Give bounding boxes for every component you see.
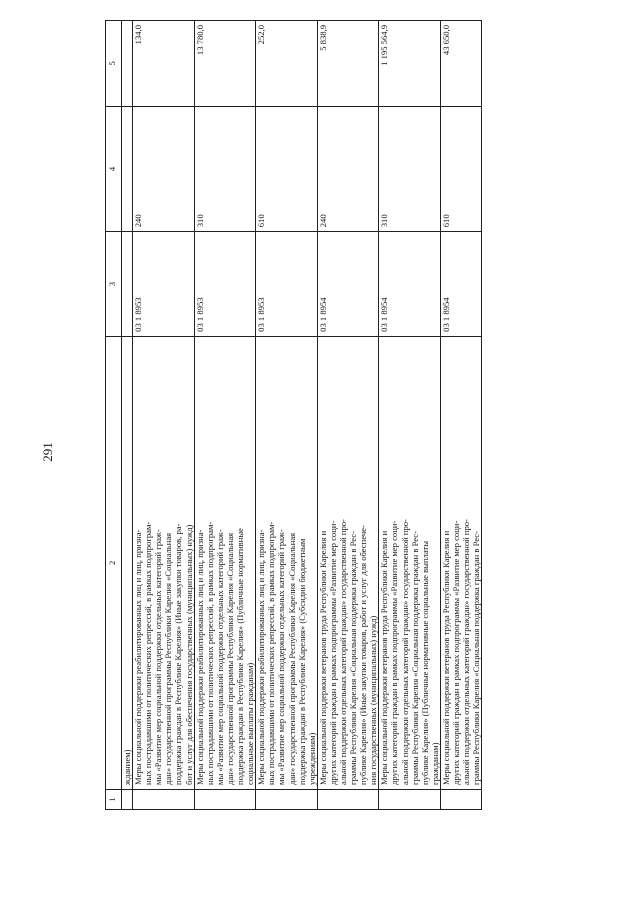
row-amount: 5 838,9 xyxy=(317,21,379,107)
row-type: 610 xyxy=(256,106,318,232)
row-name: Меры социальной поддержки ветеранов труда Республики Карелия и других категорий граждан в рамках подпрограммы «Развитие мер соци- альной поддержки отдельных категорий граждан» государственной про- граммы Республики Карелия «Социальная поддержка граждан в Рес- xyxy=(440,336,481,789)
header-col-1: 1 xyxy=(106,789,122,809)
row-code: 03 1 8953 xyxy=(194,232,256,337)
rotated-page-content xyxy=(105,20,595,810)
row-code: 03 1 8953 xyxy=(256,232,318,337)
row-type: 240 xyxy=(317,106,379,232)
table-row xyxy=(133,21,195,810)
row-amount: 13 780,0 xyxy=(194,21,256,107)
row-name: Меры социальной поддержки ветеранов труда Республики Карелия и других категорий граждан в рамках подпрограммы «Развитие мер соци- альной поддержки отдельных категорий граждан» государственной про- граммы Республики Карелия «Социальная поддержка граждан в Рес- публике Карелия» (Публичные нормативные социальные выплаты гражданам) xyxy=(379,336,441,789)
row-cell-col5 xyxy=(122,21,133,107)
header-col-3: 3 xyxy=(106,232,122,337)
row-code: 03 1 8954 xyxy=(379,232,441,337)
row-cell-col1 xyxy=(317,789,379,809)
row-name: Меры социальной поддержки реабилитированных лиц и лиц, призна- ных пострадавшими от политических репрессий, в рамках подпрограм- мы «Развитие мер социальной поддержки отдельных категорий граж- дан» государственной программы Республики Карелия «Социальная поддержка граждан в Республике Карелия» (Субсидии бюджетным учреждениям) xyxy=(256,336,318,789)
row-code: 03 1 8954 xyxy=(317,232,379,337)
row-type: 310 xyxy=(379,106,441,232)
table-row xyxy=(256,21,318,810)
row-amount: 252,0 xyxy=(256,21,318,107)
table-row xyxy=(194,21,256,810)
header-col-5: 5 xyxy=(106,21,122,107)
budget-table xyxy=(105,20,482,810)
row-type: 310 xyxy=(194,106,256,232)
page-number: 291 xyxy=(40,442,55,462)
table-row xyxy=(379,21,441,810)
row-code: 03 1 8954 xyxy=(440,232,481,337)
table-row xyxy=(122,21,133,810)
table-row xyxy=(317,21,379,810)
row-name: Меры социальной поддержки реабилитированных лиц и лиц, призна- ных пострадавшими от политических репрессий, в рамках подпрограм- мы «Развитие мер социальной поддержки отдельных категорий граж- дан» государственной программы Республики Карелия «Социальная поддержка граждан в Республике Карелия» (Публичные нормативные социальные выплаты гражданам) xyxy=(194,336,256,789)
continuation-text: жданием) xyxy=(122,336,133,789)
row-cell-col1 xyxy=(122,789,133,809)
row-amount: 134,0 xyxy=(133,21,195,107)
row-type: 610 xyxy=(440,106,481,232)
row-amount: 43 650,0 xyxy=(440,21,481,107)
row-type: 240 xyxy=(133,106,195,232)
row-cell-col4 xyxy=(122,106,133,232)
row-cell-col1 xyxy=(133,789,195,809)
row-code: 03 1 8953 xyxy=(133,232,195,337)
row-amount: 1 195 564,9 xyxy=(379,21,441,107)
table-row xyxy=(440,21,481,810)
header-col-4: 4 xyxy=(106,106,122,232)
row-cell-col1 xyxy=(440,789,481,809)
header-col-2: 2 xyxy=(106,336,122,789)
row-name: Меры социальной поддержки реабилитированных лиц и лиц, призна- ных пострадавшими от политических репрессий, в рамках подпрограм- мы «Развитие мер социальной поддержки отдельных категорий граж- дан» государственной программы Республики Карелия «Социальная поддержка граждан в Республике Карелия» (Иные закупки товаров, ра- бот и услуг для обеспечения государственных (муниципальных) нужд) xyxy=(133,336,195,789)
table-header-row xyxy=(106,21,122,810)
row-cell-col1 xyxy=(194,789,256,809)
row-name: Меры социальной поддержки ветеранов труда Республики Карелия и других категорий граждан в рамках подпрограммы «Развитие мер соци- альной поддержки отдельных категорий граждан» государственной про- граммы Республики Карелия «Социальная поддержка граждан в Рес- публике Карелия» (Иные закупки товаров, работ и услуг для обеспече- ния государственных (муниципальных) нужд) xyxy=(317,336,379,789)
row-cell-col3 xyxy=(122,232,133,337)
row-cell-col1 xyxy=(256,789,318,809)
row-cell-col1 xyxy=(379,789,441,809)
